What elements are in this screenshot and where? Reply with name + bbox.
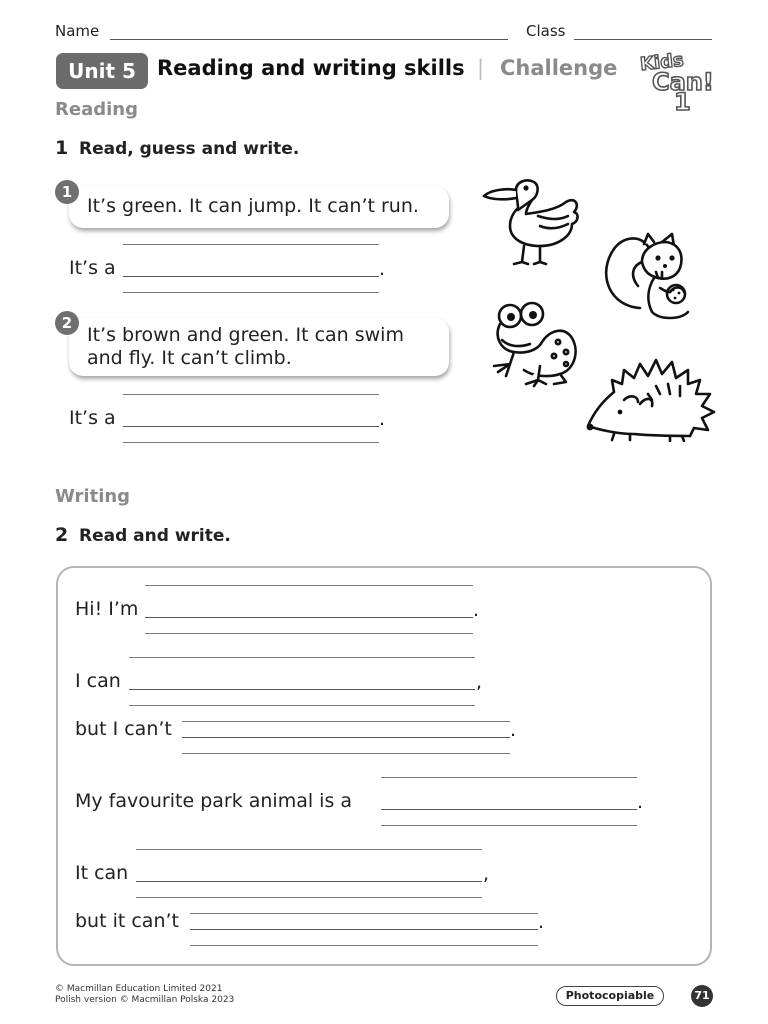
hedgehog-icon [584,350,720,442]
clue-1-text: It’s green. It can jump. It can’t run. [87,195,419,217]
guide-line [190,913,538,914]
class-label: Class [526,22,566,40]
writing-line-3-field[interactable] [182,737,510,738]
kids-can-logo [636,50,716,118]
writing-line-6-field[interactable] [190,929,538,930]
copyright-line-1: © Macmillan Education Limited 2021 [55,984,223,994]
guide-line [190,945,538,946]
reading-heading: Reading [55,99,138,120]
guide-line [145,633,473,634]
guide-line [129,657,475,658]
logo-number: 1 [674,88,691,116]
guide-line [136,897,482,898]
clue-bubble-1 [69,186,449,228]
guide-line [381,777,637,778]
exercise-2-number: 2 [55,524,69,546]
clue-2-text-line-1: It’s brown and green. It can swim [87,324,404,346]
clue-bubble-2 [69,318,449,376]
guide-line [182,721,510,722]
writing-line-5-suffix: , [483,863,490,885]
page-number: 71 [691,985,713,1007]
guide-line [123,292,379,293]
guide-line [123,394,379,395]
unit-badge: Unit 5 [56,53,148,89]
clue-2-number: 2 [55,311,79,335]
writing-heading: Writing [55,486,131,507]
writing-line-6-prefix: but it can’t [75,910,179,932]
guide-line [136,849,482,850]
writing-box [56,566,712,966]
writing-line-2-field[interactable] [129,689,475,690]
guide-line [129,705,475,706]
writing-line-5-field[interactable] [136,881,482,882]
answer-1-line[interactable] [123,276,379,277]
answer-2-prefix: It’s a [69,407,116,429]
exercise-1-number: 1 [55,137,69,159]
writing-line-3-prefix: but I can’t [75,718,172,740]
writing-line-4-prefix: My favourite park animal is a [75,790,353,812]
guide-line [381,825,637,826]
clue-1-number: 1 [55,180,79,204]
writing-line-4-field[interactable] [381,809,637,810]
answer-1-prefix: It’s a [69,257,116,279]
answer-1-suffix: . [379,258,386,280]
writing-line-6-suffix: . [538,911,545,933]
challenge-label: Challenge [500,56,618,80]
photocopiable-badge: Photocopiable [556,986,664,1006]
exercise-2-instruction: Read and write. [79,526,231,546]
frog-icon [480,300,586,388]
writing-line-3-suffix: . [510,719,517,741]
squirrel-icon [600,228,696,324]
exercise-1-instruction: Read, guess and write. [79,139,300,159]
guide-line [123,442,379,443]
page-title: Reading and writing skills [157,56,465,80]
copyright-line-2: Polish version © Macmillan Polska 2023 [55,995,235,1005]
writing-line-1-suffix: . [473,599,480,621]
name-line[interactable] [110,39,508,40]
guide-line [123,244,379,245]
writing-line-2-suffix: , [476,671,483,693]
answer-2-suffix: . [379,408,386,430]
writing-line-1-field[interactable] [145,617,473,618]
name-label: Name [55,22,100,40]
clue-2-text-line-2: and fly. It can’t climb. [87,347,292,369]
writing-line-4-suffix: . [637,791,644,813]
writing-line-2-prefix: I can [75,670,121,692]
class-line[interactable] [574,39,712,40]
guide-line [182,753,510,754]
duck-icon [480,176,584,268]
writing-line-1-prefix: Hi! I’m [75,598,139,620]
answer-2-line[interactable] [123,426,379,427]
writing-line-5-prefix: It can [75,862,129,884]
logo-text-kids: Kids [639,49,685,76]
title-separator: | [477,56,485,80]
guide-line [145,585,473,586]
logo-text-can: Can! [652,68,714,96]
